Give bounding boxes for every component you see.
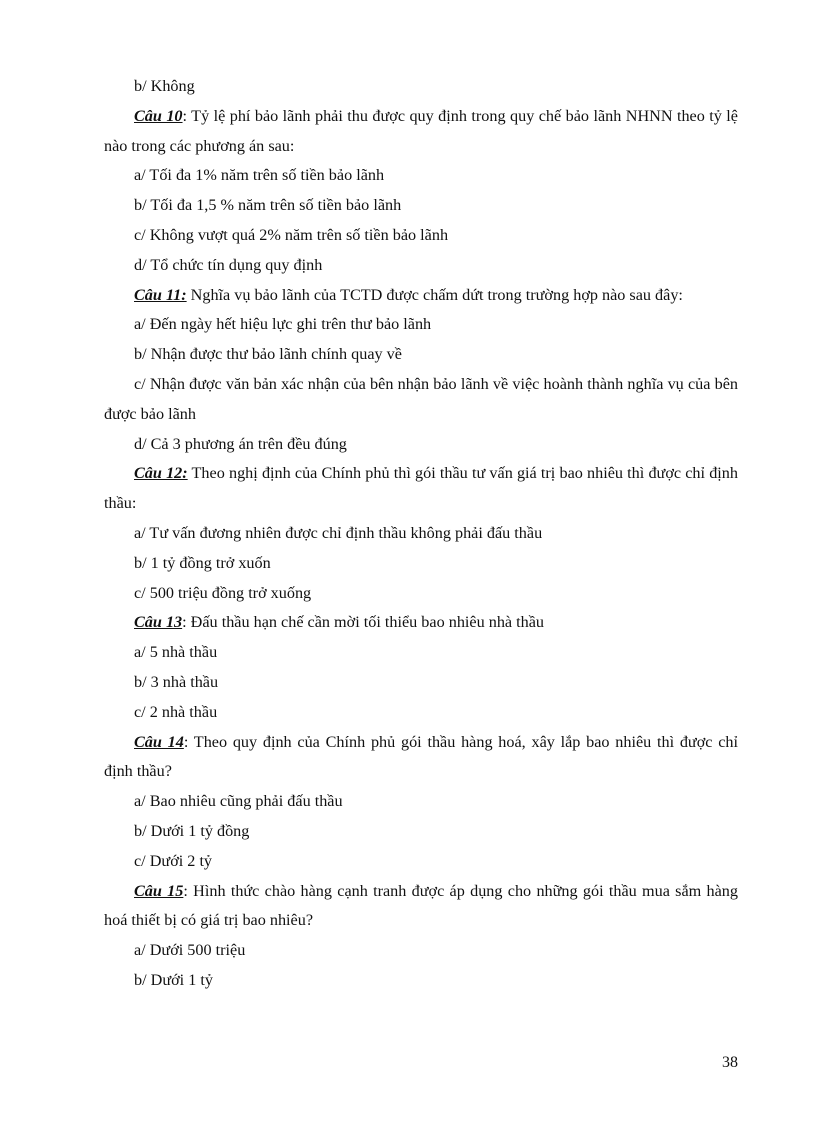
- question-13: [104, 608, 738, 638]
- question-label: Câu 13: [134, 613, 183, 632]
- answer-line: c/ 2 nhà thầu: [134, 702, 218, 721]
- question-11: [104, 281, 738, 311]
- answer-line: a/ Dưới 500 triệu: [134, 941, 246, 960]
- question-12: [104, 459, 738, 519]
- answer-line: a/ Tư vấn đương nhiên được chỉ định thầu không phải đấu thầu: [134, 523, 543, 542]
- answer-line: a/ 5 nhà thầu: [134, 643, 218, 662]
- question-label: Câu 14: [134, 732, 184, 751]
- question-text: Nghĩa vụ bảo lãnh của TCTD được chấm dứt trong trường hợp nào sau đây:: [186, 285, 683, 304]
- question-14: [104, 728, 738, 788]
- question-text: : Đấu thầu hạn chế cần mời tối thiểu bao nhiêu nhà thầu: [182, 613, 545, 632]
- question-text: : Hình thức chào hàng cạnh tranh được áp dụng cho những gói thầu mua sắm hàng hoá thiết bị có giá trị bao nhiêu?: [104, 881, 738, 930]
- answer-line: c/ 500 triệu đồng trở xuống: [134, 583, 312, 602]
- question-15: [104, 877, 738, 937]
- answer-line: d/ Cả 3 phương án trên đều đúng: [134, 434, 347, 453]
- answer-line: c/ Không vượt quá 2% năm trên số tiền bảo lãnh: [134, 225, 449, 244]
- answer-line: b/ Nhận được thư bảo lãnh chính quay về: [134, 345, 402, 364]
- answer-line: a/ Tối đa 1% năm trên số tiền bảo lãnh: [134, 166, 385, 185]
- question-label: Câu 10: [134, 106, 183, 125]
- answer-line: b/ 1 tỷ đồng trở xuốn: [134, 553, 271, 572]
- page-number: 38: [722, 1054, 738, 1071]
- answer-line: b/ 3 nhà thầu: [134, 672, 219, 691]
- answer-line: b/ Tối đa 1,5 % năm trên số tiền bảo lãnh: [134, 196, 402, 215]
- document-page: [104, 72, 738, 996]
- question-label: Câu 11:: [134, 285, 187, 304]
- answer-line: b/ Dưới 1 tỷ: [134, 970, 213, 989]
- answer-line: c/ Dưới 2 tỷ: [134, 851, 213, 870]
- answer-line: b/ Dưới 1 tỷ đồng: [134, 821, 250, 840]
- answer-line: a/ Đến ngày hết hiệu lực ghi trên thư bảo lãnh: [134, 315, 432, 334]
- question-text: : Tỷ lệ phí bảo lãnh phải thu được quy định trong quy chế bảo lãnh NHNN theo tỷ lệ nào trong các phương án sau:: [104, 106, 738, 155]
- answer-line: a/ Bao nhiêu cũng phải đấu thầu: [134, 792, 343, 811]
- question-10: [104, 102, 738, 162]
- question-label: Câu 15: [134, 881, 184, 900]
- answer-multiline: [104, 370, 738, 430]
- answer-text: c/ Nhận được văn bản xác nhận của bên nhận bảo lãnh về việc hoành thành nghĩa vụ của bên được bảo lãnh: [104, 374, 738, 423]
- question-text: Theo nghị định của Chính phủ thì gói thầu tư vấn giá trị bao nhiêu thì được chỉ định thầu:: [104, 464, 738, 513]
- answer-line: d/ Tổ chức tín dụng quy định: [134, 255, 323, 274]
- question-text: : Theo quy định của Chính phủ gói thầu hàng hoá, xây lắp bao nhiêu thì được chỉ định thầu?: [104, 732, 738, 781]
- answer-line: b/ Không: [134, 77, 195, 95]
- question-label: Câu 12:: [134, 464, 188, 483]
